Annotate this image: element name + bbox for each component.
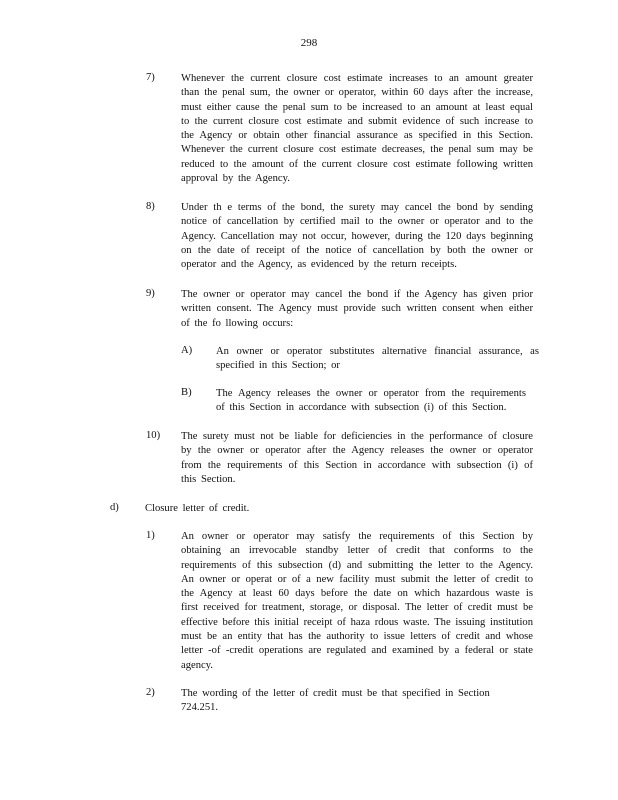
item-label: 1)	[146, 530, 155, 541]
item-label: 9)	[146, 288, 155, 299]
item-label: 8)	[146, 201, 155, 212]
item-label: 2)	[146, 687, 155, 698]
item-label: 7)	[146, 72, 155, 83]
item-text: The surety must not be liable for deficiencies in the performance of closure by the owner or operator after the Agency releases the owner or operator from the requirements of this Section in accordance with subsection (i) of this Section.	[181, 431, 533, 485]
item-label: B)	[181, 387, 192, 398]
item-text: The owner or operator may cancel the bond if the Agency has given prior written consent. The Agency must provide such written consent when either of the fo llowing occurs:	[181, 289, 533, 329]
item-text: An owner or operator substitutes alternative financial assurance, as specified in this Section; or	[216, 346, 539, 372]
section-label: d)	[110, 502, 119, 513]
item-label: A)	[181, 345, 193, 356]
item-text: Under th e terms of the bond, the surety may cancel the bond by sending notice of cancellation by certified mail to the owner or operator and to the Agency. Cancellation may not occur, however, during the 120 days beginning on the date of receipt of the notice of cancellation by both the owner or operator and the Agency, as evidenced by the return receipts.	[181, 202, 533, 271]
page-number: 298	[300, 37, 318, 49]
item-text: An owner or operator may satisfy the requirements of this Section by obtaining an irrevocable standby letter of credit that conforms to the requirements of this subsection (d) and submitting the letter to the Agency. An owner or operat or of a new facility must submit the letter of credit to the Agency at least 60 days before the date on which hazardous waste is first received for treatment, storage, or disposal. The letter of credit must be effective before this initial receipt of haza rdous waste. The issuing institution must be an entity that has the authority to issue letters of credit and whose letter -of -credit operations are regulated and examined by a federal or state agency.	[181, 531, 533, 671]
item-label: 10)	[146, 430, 161, 441]
section-heading: Closure letter of credit.	[145, 503, 250, 514]
item-text: The Agency releases the owner or operator from the requirements of this Section in accordance with subsection (i) of this Section.	[216, 388, 526, 414]
item-text: The wording of the letter of credit must be that specified in Section 724.251.	[181, 688, 490, 714]
item-text: Whenever the current closure cost estimate increases to an amount greater than the penal sum, the owner or operator, within 60 days after the increase, must either cause the penal sum to be increased to an amount at least equal to the current closure cost estimate and submit evidence of such increase to the Agency or obtain other financial assurance as specified in this Section. Whenever the current closure cost estimate decreases, the penal sum may be reduced to the amount of the current closure cost estimate following written approval by the Agency.	[181, 73, 533, 185]
